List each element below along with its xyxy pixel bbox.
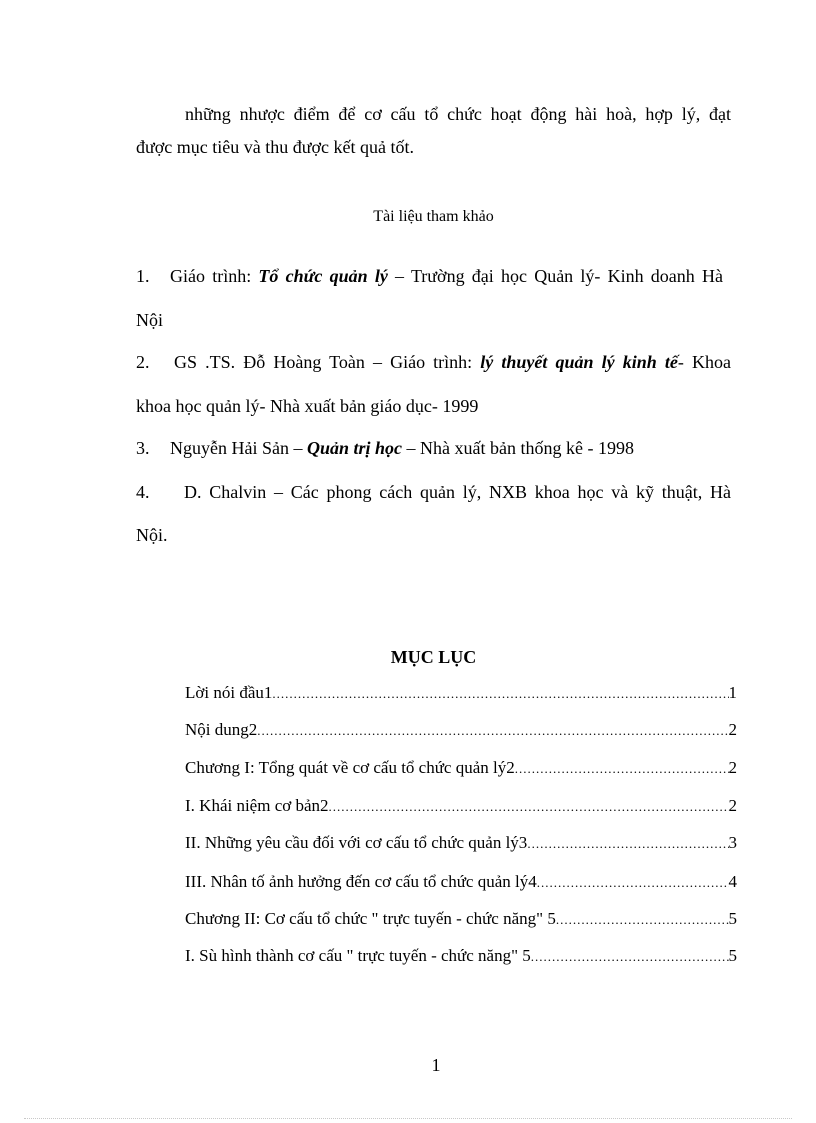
page-number: 1 [431,1055,441,1075]
toc-entry-title: Nội dung2 [185,720,258,739]
toc-entry-title: Chương II: Cơ cấu tổ chức " trực tuyến - chức năng" 5 [185,909,556,928]
toc-dot-leader [531,946,729,968]
reference-number: 1. [136,266,150,286]
toc-dot-leader [556,909,729,931]
toc-entry[interactable] [185,757,737,779]
toc-entry[interactable] [185,871,737,893]
toc-page-number: 1 [728,683,737,702]
reference-text: GS .TS. Đỗ Hoàng Toàn – Giáo trình: [174,352,481,372]
toc-page-number: 5 [728,946,737,965]
reference-item-2 [136,351,731,373]
toc-entry-title: Chương I: Tổng quát về cơ cấu tổ chức quản lý2 [185,758,515,777]
reference-text: Nguyễn Hải Sản – [170,438,307,458]
toc-entry[interactable] [185,945,737,967]
toc-dot-leader [329,796,729,818]
toc-dot-leader [272,683,728,705]
toc-entry-title: I. Sù hình thành cơ cấu " trực tuyến - chức năng" 5 [185,946,531,965]
reference-number: 3. [136,438,150,458]
references-title: Tài liệu tham khảo [373,208,494,225]
toc-page-number: 2 [728,720,737,739]
page-bottom-divider [24,1118,792,1119]
toc-page-number: 5 [728,909,737,928]
reference-item-4 [136,481,731,503]
reference-number: 4. [136,482,150,502]
reference-text: D. Chalvin – Các phong cách quản lý, NXB khoa học và kỹ thuật, Hà [184,482,731,502]
toc-page-number: 2 [728,796,737,815]
reference-text-rest: – Nhà xuất bản thống kê - 1998 [402,438,634,458]
toc-entry-title: II. Những yêu cầu đối với cơ cấu tổ chức quản lý3 [185,833,528,852]
toc-entry[interactable] [185,719,737,741]
toc-entry[interactable] [185,832,737,854]
reference-text-rest: - Khoa [677,352,731,372]
toc-page-number: 2 [728,758,737,777]
toc-page-number: 3 [728,833,737,852]
reference-item-4-continuation: Nội. [136,525,168,545]
reference-number: 2. [136,352,150,372]
toc-entry-title: Lời nói đầu1 [185,683,273,702]
toc-entry[interactable] [185,908,737,930]
toc-title: MỤC LỤC [390,647,477,667]
toc-entry-title: III. Nhân tố ảnh hưởng đến cơ cấu tổ chức quản lý4 [185,872,537,891]
toc-entry-title: I. Khái niệm cơ bản2 [185,796,329,815]
reference-item-2-continuation: khoa học quản lý- Nhà xuất bản giáo dục- 1999 [136,396,479,416]
toc-entry[interactable] [185,795,737,817]
reference-title-emphasis: Quản trị học [306,438,403,458]
reference-text: Giáo trình: [170,266,259,286]
reference-text-rest: – Trường đại học Quản lý- Kinh doanh Hà [387,266,723,286]
toc-dot-leader [257,720,728,742]
reference-item-1 [136,265,723,287]
toc-page-number: 4 [728,872,737,891]
reference-title-emphasis: Tổ chức quản lý [258,266,388,286]
paragraph-line-1: những nhược điểm để cơ cấu tổ chức hoạt động hài hoà, hợp lý, đạt [185,104,731,124]
toc-entry[interactable] [185,682,737,704]
toc-dot-leader [537,872,729,894]
toc-dot-leader [515,758,729,780]
reference-item-1-continuation: Nội [136,310,163,330]
toc-dot-leader [527,833,728,855]
paragraph-line-2: được mục tiêu và thu được kết quả tốt. [136,137,414,157]
reference-title-emphasis: lý thuyết quản lý kinh tế [480,352,678,372]
reference-item-3 [136,437,634,459]
